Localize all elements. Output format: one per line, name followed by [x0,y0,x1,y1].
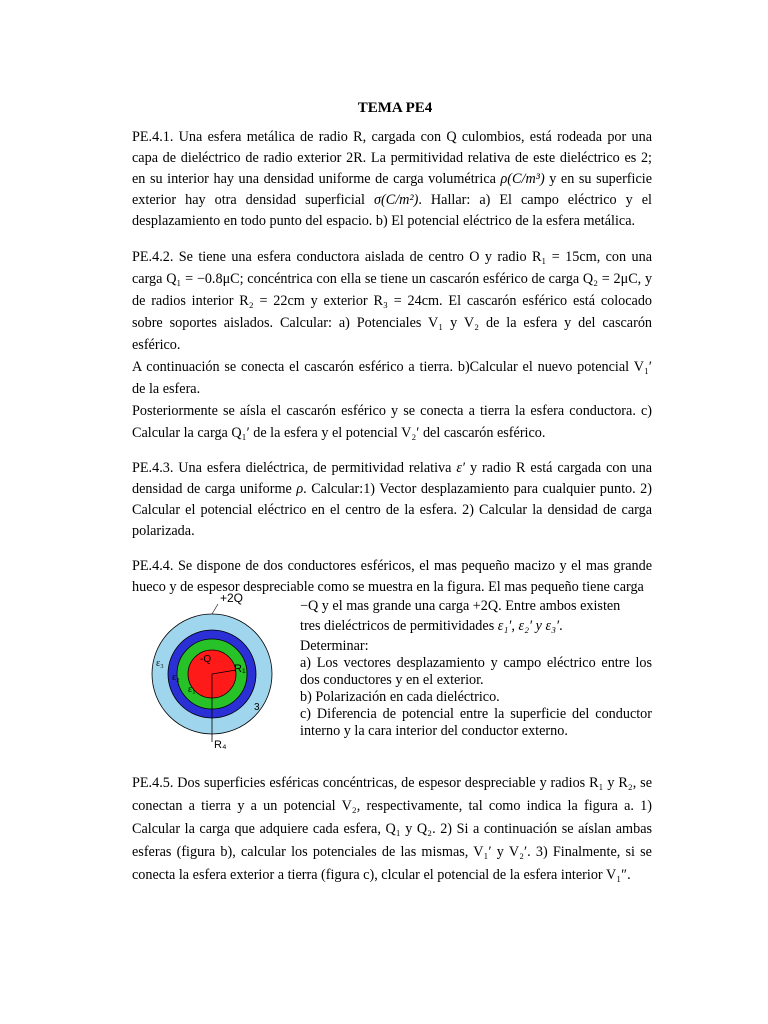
label-eps2: ε₂ [172,672,180,683]
p42-l7: Posteriormente se aísla el cascarón esférico y se conecta a tierra la esfera conductora. c) Calcular la carga [132,403,652,441]
problem-pe-4-1 [132,127,652,232]
p41-tail: . Hallar: a) El campo eléctrico y el desplazamiento en todo punto del espacio. b) El potencial eléctrico de la esfera metálica. [132,192,652,229]
label-r4: R₄ [214,739,227,751]
p45-a: PE.4.5. Dos superficies esféricas concéntricas, de espesor despreciable y radios [132,775,586,791]
p43-b: y radio R está cargada con una densidad de carga uniforme [132,460,653,497]
p42-l1b: , con una carga [132,249,652,287]
p43-a: PE.4.3. Una esfera dieléctrica, de permitividad relativa [132,460,452,476]
label-plus-2q: +2Q [220,592,244,605]
p42-l2a: ; concéntrica con ella se tiene un cascarón esférico de carga [239,271,580,287]
p43-c: . Calcular:1) Vector desplazamiento para cualquier punto. 2) Calcular el potencial eléctrico en el centro de la esfera. 2) Calcular la densidad de carga polarizada. [132,481,653,539]
p43-eps: ε′ [456,460,466,476]
p45-v2: V₂ [341,798,357,814]
p42-q1: Q₁ = −0.8μC [166,271,240,287]
p42-l5: A continuación se conecta el cascarón esférico a tierra. b)Calcular el nuevo potencial [132,359,630,375]
p45-d: . 2) Si a continuación se aíslan ambas esferas (figura b), calcular los potenciales de las mismas, [132,821,653,860]
p42-l3a: y exterior [310,293,368,309]
p45-e: . 3) Finalmente, si se conecta la esfera exterior a tierra (figura c), clcular el potencial de la esfera interior [132,844,652,883]
p42-q2: Q₂ = 2μC [582,271,638,287]
problem-pe-4-2 [132,246,652,444]
p42-v1p: V₁′ [633,359,652,375]
p45-f: . [627,867,631,883]
label-eps3: ε₃ [156,658,164,669]
p42-v2p: V₂′ [401,425,420,441]
label-ring-3: 3 [254,702,260,713]
p41-lead: PE.4.1. Una esfera metálica de radio R, cargada con Q culombios, está rodeada por una capa de dieléctrico de radio exterior 2R. La permitividad relativa de este dieléctrico es 2; en su interior hay una densidad uniforme de carga volumétrica [132,129,652,187]
p41-sigma: σ(C/m²) [374,192,419,208]
p43-rho: ρ [296,481,304,497]
p45-v1pp: V₁″ [605,867,628,883]
p44-determinar: Determinar: [300,638,369,654]
p41-mid: y en su superficie exterior hay otra densidad superficial [132,171,652,208]
p42-l9: del cascarón esférico. [422,425,546,441]
p45-q12: Q₁ y Q₂ [385,821,433,837]
p45-b: , se conectan a tierra y a un potencial [132,775,652,814]
p41-rho: ρ(C/m³) [500,171,545,187]
p42-l6: de la esfera. [132,381,201,397]
p45-c: , respectivamente, tal como indica la figura a. 1) Calcular la carga que adquiere cada esfera, [132,798,652,837]
p42-l3b: . El cascarón esférico está colocado sobre soportes aislados. Calcular: a) Potenciales [132,293,653,331]
label-eps1: ε₁ [188,684,196,695]
p42-l1a: PE.4.2. Se tiene una esfera conductora aislada de centro O y radio [132,249,527,265]
problem-pe-4-4-intro: PE.4.4. Se dispone de dos conductores esféricos, el mas pequeño macizo y el mas grande hueco y de espesor despreciable como se muestra en la figura. El mas pequeño tiene carga [132,558,652,595]
p44-line-1: −Q y el mas grande una carga +2Q. Entre ambos existen [300,598,621,614]
p45-v12p: V₁′ y V₂′ [473,844,528,860]
label-r1: R₁ [234,663,246,675]
problem-pe-4-3 [132,458,652,542]
label-minus-q: -Q [200,654,212,665]
p42-l8: de la esfera y el potencial [253,425,398,441]
leader-line-plus2q [212,604,218,614]
page-title: TEMA PE4 [357,100,433,116]
concentric-spheres-figure [142,592,282,752]
p44-item-c: c) Diferencia de potencial entre la superficie del conductor interno y la cara interior del conductor externo. [300,706,652,739]
p44-item-b: b) Polarización en cada dieléctrico. [300,689,500,705]
p42-l2b: , y de radios interior [132,271,653,309]
p44-item-a: a) Los vectores desplazamiento y campo eléctrico entre los dos conductores y en el exterior. [300,655,652,688]
problem-pe-4-5 [132,772,652,887]
document-page [132,100,652,901]
p42-v1v2: V₁ y V₂ [428,315,480,331]
p45-r12: R₁ y R₂ [589,775,633,791]
p42-r2: R₂ = 22cm [239,293,305,309]
p44-l2b: . [559,618,563,634]
p44-line-2 [300,618,652,635]
p42-l4: de la esfera y del cascarón esférico. [132,315,653,353]
p42-r1: R₁ = 15cm [531,249,597,265]
problem-pe-4-4-body [132,592,652,751]
p44-eps: ε₁′, ε₂′ y ε₃′ [497,618,560,634]
p44-text-column [300,598,652,740]
p42-r3: R₃ = 24cm [373,293,440,309]
p44-l2a: tres dieléctricos de permitividades [300,618,495,634]
p42-q1p: Q₁′ [231,425,250,441]
